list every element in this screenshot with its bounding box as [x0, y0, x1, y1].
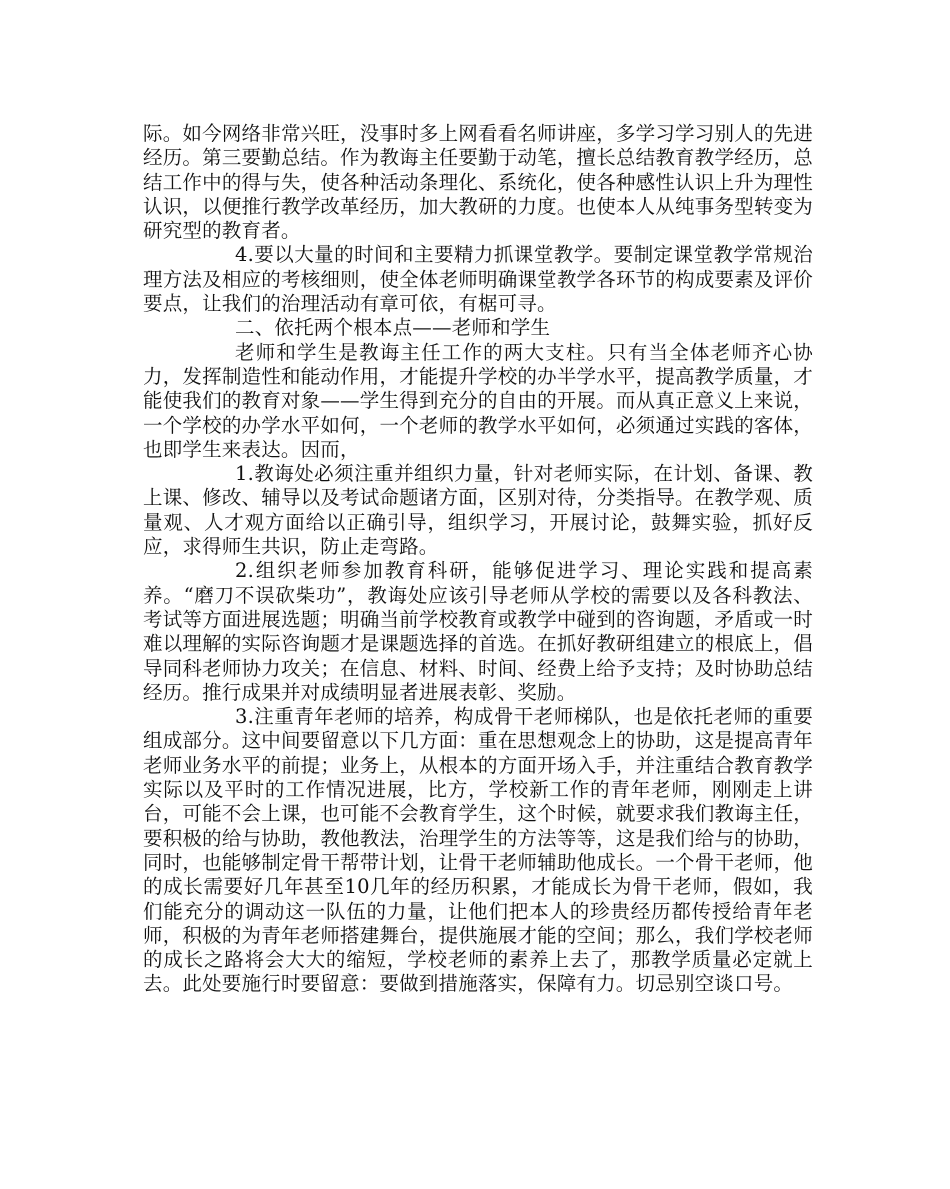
- section-heading-2: 二、依托两个根本点——老师和学生: [235, 316, 551, 340]
- paragraph-item-4: 4.要以大量的时间和主要精力抓课堂教学。要制定课堂教学常规治理方法及相应的考核细则，使全体老师明确课堂教学各环节的构成要素及评价要点，让我们的治理活动有章可依，有椐可寻。: [143, 243, 813, 316]
- document-body: [143, 122, 813, 997]
- paragraph-item-3: 3.注重青年老师的培养，构成骨干老师梯队，也是依托老师的重要组成部分。这中间要留意以下几方面：重在思想观念上的协助，这是提高青年老师业务水平的前提；业务上，从根本的方面开场入手，并注重结合教育教学实际以及平时的工作情况进展，比方，学校新工作的青年老师，刚刚走上讲台，可能不会上课，也可能不会教育学生，这个时候，就要求我们教诲主任，要积极的给与协助，教他教法，治理学生的方法等等，这是我们给与的协助，同时，也能够制定骨干帮带计划，让骨干老师辅助他成长。一个骨干老师，他的成长需要好几年甚至10几年的经历积累，才能成长为骨干老师，假如，我们能充分的调动这一队伍的力量，让他们把本人的珍贵经历都传授给青年老师，积极的为青年老师搭建舞台，提供施展才能的空间；那么，我们学校老师的成长之路将会大大的缩短，学校老师的素养上去了，那教学质量必定就上去。此处要施行时要留意：要做到措施落实，保障有力。切忌别空谈口号。: [143, 705, 813, 996]
- paragraph-continuation: 际。如今网络非常兴旺，没事时多上网看看名师讲座，多学习学习别人的先进经历。第三要勤总结。作为教诲主任要勤于动笔，擅长总结教育教学经历，总结工作中的得与失，使各种活动条理化、系统化，使各种感性认识上升为理性认识，以便推行教学改革经历，加大教研的力度。也使本人从纯事务型转变为研究型的教育者。: [143, 122, 813, 243]
- paragraph-item-1: 1.教诲处必须注重并组织力量，针对老师实际，在计划、备课、教上课、修改、辅导以及考试命题诸方面，区别对待，分类指导。在教学观、质量观、人才观方面给以正确引导，组织学习，开展讨论，鼓舞实验，抓好反应，求得师生共识，防止走弯路。: [143, 462, 813, 559]
- paragraph-intro: 老师和学生是教诲主任工作的两大支柱。只有当全体老师齐心协力，发挥制造性和能动作用，才能提升学校的办半学水平，提高教学质量，才能使我们的教育对象——学生得到充分的自由的开展。而从真正意义上来说，一个学校的办学水平如何，一个老师的教学水平如何，必须通过实践的客体，也即学生来表达。因而，: [143, 340, 813, 461]
- paragraph-item-2: 2.组织老师参加教育科研，能够促进学习、理论实践和提高素养。“磨刀不误砍柴功”，教诲处应该引导老师从学校的需要以及各科教法、考试等方面进展选题；明确当前学校教育或教学中碰到的咨询题，矛盾或一时难以理解的实际咨询题才是课题选择的首选。在抓好教研组建立的根底上，倡导同科老师协力攻关；在信息、材料、时间、经费上给予支持；及时协助总结经历。推行成果并对成绩明显者进展表彰、奖励。: [143, 559, 813, 704]
